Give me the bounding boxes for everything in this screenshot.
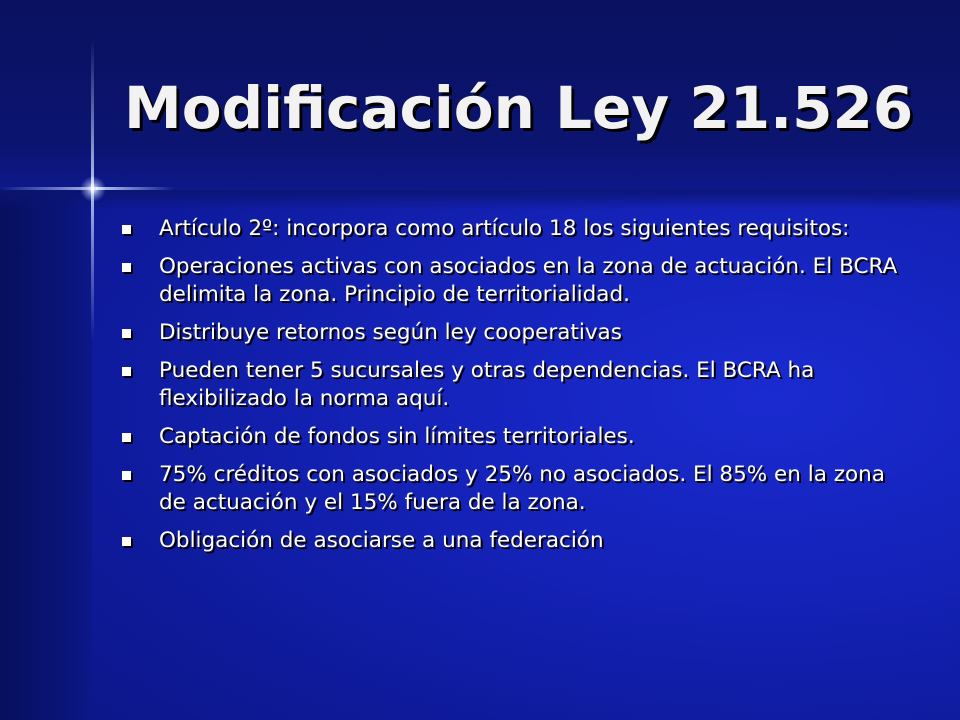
bullet-item [118, 357, 918, 413]
square-bullet-icon [122, 537, 131, 546]
square-bullet-icon [122, 367, 131, 376]
bullet-item [118, 253, 918, 309]
bullet-text: Distribuye retornos según ley cooperativas [159, 320, 622, 345]
bullet-item [118, 423, 918, 451]
bullet-text: 75% créditos con asociados y 25% no asociados. El 85% en la zona de actuación y el 15% fuera de la zona. [159, 462, 885, 515]
square-bullet-icon [122, 471, 131, 480]
bullet-item [118, 215, 918, 243]
bullet-item [118, 461, 918, 517]
slide-title: Modificación Ley 21.526 [124, 74, 914, 142]
sparkle-icon [80, 176, 106, 202]
bullet-text: Obligación de asociarse a una federación [159, 528, 604, 553]
bullet-item [118, 527, 918, 555]
bullet-text: Operaciones activas con asociados en la zona de actuación. El BCRA delimita la zona. Principio de territorialidad. [159, 254, 898, 307]
bullet-item [118, 319, 918, 347]
bullet-list [118, 215, 918, 565]
square-bullet-icon [122, 263, 131, 272]
square-bullet-icon [122, 329, 131, 338]
square-bullet-icon [122, 225, 131, 234]
bullet-text: Pueden tener 5 sucursales y otras dependencias. El BCRA ha flexibilizado la norma aquí. [159, 358, 815, 411]
bullet-text: Captación de fondos sin límites territoriales. [159, 424, 635, 449]
square-bullet-icon [122, 433, 131, 442]
bullet-text: Artículo 2º: incorpora como artículo 18 los siguientes requisitos: [159, 216, 850, 241]
